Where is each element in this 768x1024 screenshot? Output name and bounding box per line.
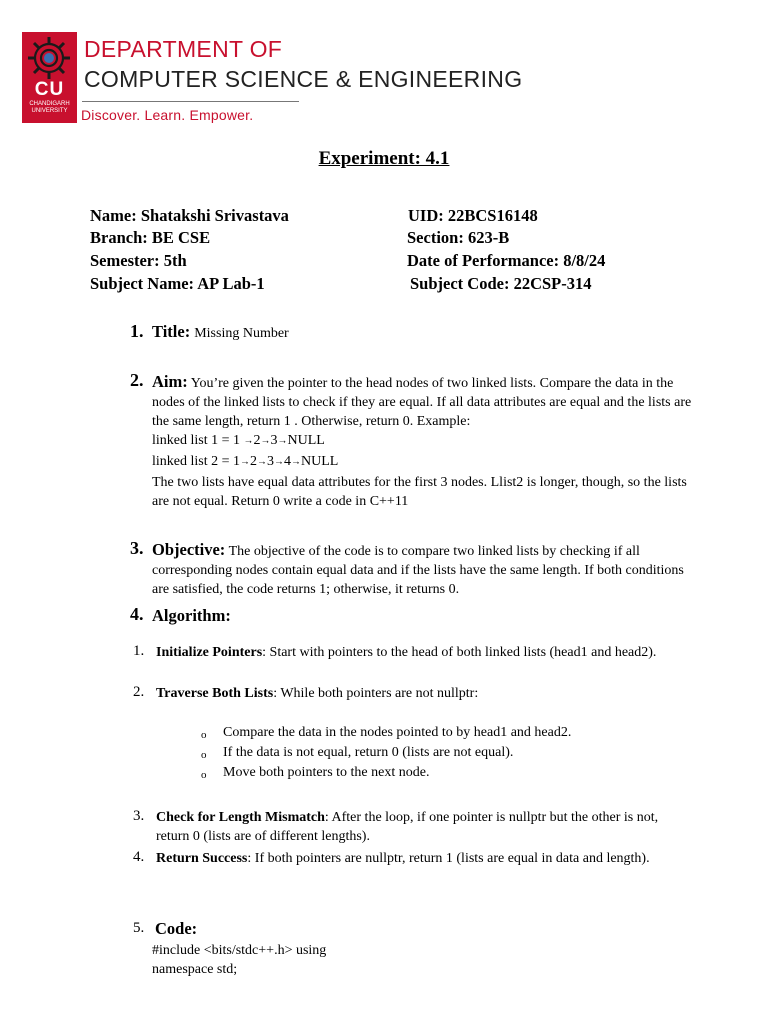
algorithm-step: [156, 849, 686, 868]
section-4-number: 4.: [130, 604, 144, 624]
algorithm-step-number: 3.: [133, 808, 145, 824]
arrow-icon: →: [291, 456, 302, 468]
tagline: Discover. Learn. Empower.: [81, 107, 254, 123]
subject-name: Subject Name: AP Lab-1: [90, 274, 265, 293]
logo-subtext: CHANDIGARH UNIVERSITY: [29, 101, 70, 114]
section-5-number: 5.: [133, 920, 145, 936]
step-bold: Return Success: [156, 851, 248, 866]
section-3-number: 3.: [130, 538, 144, 558]
aim-paragraph: [152, 372, 692, 431]
algorithm-step-number: 2.: [133, 684, 145, 700]
sub-bullet-marker: o: [201, 729, 207, 741]
algorithm-step-number: 4.: [133, 849, 145, 865]
list-node-value: 2: [250, 454, 258, 469]
section-title-label: Title:: [152, 322, 191, 341]
arrow-icon: →: [257, 456, 268, 468]
department-title-line2: COMPUTER SCIENCE & ENGINEERING: [84, 66, 523, 92]
list-node-value: 3: [267, 454, 275, 469]
code-line: #include <bits/stdc++.h> using: [152, 943, 327, 958]
linked-list-2-example: [152, 454, 338, 470]
section-title-text: Missing Number: [194, 326, 289, 341]
arrow-icon: →: [277, 435, 288, 447]
arrow-icon: →: [274, 456, 285, 468]
list1-items: [244, 433, 325, 448]
list-node-value: 2: [253, 433, 261, 448]
department-title-line1: DEPARTMENT OF: [84, 36, 283, 62]
gear-emblem-icon: [26, 35, 72, 81]
list-node-value: 4: [284, 454, 292, 469]
student-name: Name: Shatakshi Srivastava: [90, 206, 289, 225]
aim-text: You’re given the pointer to the head nodes of two linked lists. Compare the data in the nodes of the linked lists to check if they are equal. If all data attributes are equal and the lists are the same length, return 1 . Otherwise, return 0. Example:: [152, 376, 692, 429]
aim-label: Aim:: [152, 372, 188, 391]
list-node-value: NULL: [301, 454, 339, 469]
aim-closing: The two lists have equal data attributes for the first 3 nodes. Llist2 is longer, though, so the lists are not equal. Return 0 write a code in C++11: [152, 475, 687, 509]
list2-prefix: linked list 2 = 1: [152, 454, 241, 469]
step-text: : Start with pointers to the head of both linked lists (head1 and head2).: [262, 645, 657, 660]
student-semester: Semester: 5th: [90, 251, 187, 270]
performance-date: Date of Performance: 8/8/24: [407, 251, 606, 270]
list2-items: [240, 454, 338, 469]
algorithm-step: [156, 808, 686, 846]
algorithm-step-number: 1.: [133, 643, 145, 659]
student-section: Section: 623-B: [407, 228, 510, 247]
sub-bullet-item: If the data is not equal, return 0 (lists are not equal).: [223, 745, 514, 760]
step-bold: Check for Length Mismatch: [156, 810, 325, 825]
student-uid: UID: 22BCS16148: [408, 206, 538, 225]
header-divider: [82, 101, 299, 102]
code-label: Code:: [155, 919, 198, 938]
section-title: [152, 322, 289, 343]
algorithm-step: [156, 643, 686, 662]
sub-bullet-item: Compare the data in the nodes pointed to by head1 and head2.: [223, 725, 572, 740]
objective-text: The objective of the code is to compare two linked lists by checking if all corresponding nodes contain equal data and if the lists have the same length. If both conditions are satisfied, the code returns 1; otherwise, it returns 0.: [152, 544, 684, 597]
sub-bullet-item: Move both pointers to the next node.: [223, 765, 430, 780]
arrow-icon: →: [260, 435, 271, 447]
linked-list-1-example: [152, 433, 325, 449]
arrow-icon: →: [243, 435, 254, 447]
section-1-number: 1.: [130, 321, 144, 341]
objective-paragraph: [152, 540, 692, 599]
algorithm-label: Algorithm:: [152, 606, 231, 625]
sub-bullet-marker: o: [201, 749, 207, 761]
university-logo: [22, 32, 77, 123]
step-bold: Initialize Pointers: [156, 645, 263, 660]
list1-prefix: linked list 1 = 1: [152, 433, 241, 448]
experiment-title-text: Experiment: 4.1: [318, 148, 450, 169]
student-branch: Branch: BE CSE: [90, 228, 211, 247]
step-bold: Traverse Both Lists: [156, 686, 274, 701]
list-node-value: NULL: [287, 433, 325, 448]
code-line: namespace std;: [152, 962, 238, 977]
objective-label: Objective:: [152, 540, 226, 559]
experiment-title: [0, 148, 768, 170]
logo-text: CU: [34, 79, 65, 100]
step-text: : After the loop, if one pointer is nullptr but the other is not, return 0 (lists are of different lengths).: [156, 810, 659, 844]
step-text: : While both pointers are not nullptr:: [273, 686, 479, 701]
algorithm-step: [156, 684, 686, 703]
sub-bullet-marker: o: [201, 769, 207, 781]
list-node-value: 3: [270, 433, 278, 448]
arrow-icon: →: [240, 456, 251, 468]
section-2-number: 2.: [130, 370, 144, 390]
step-text: : If both pointers are nullptr, return 1 (lists are equal in data and length).: [247, 851, 650, 866]
subject-code: Subject Code: 22CSP-314: [410, 274, 592, 293]
